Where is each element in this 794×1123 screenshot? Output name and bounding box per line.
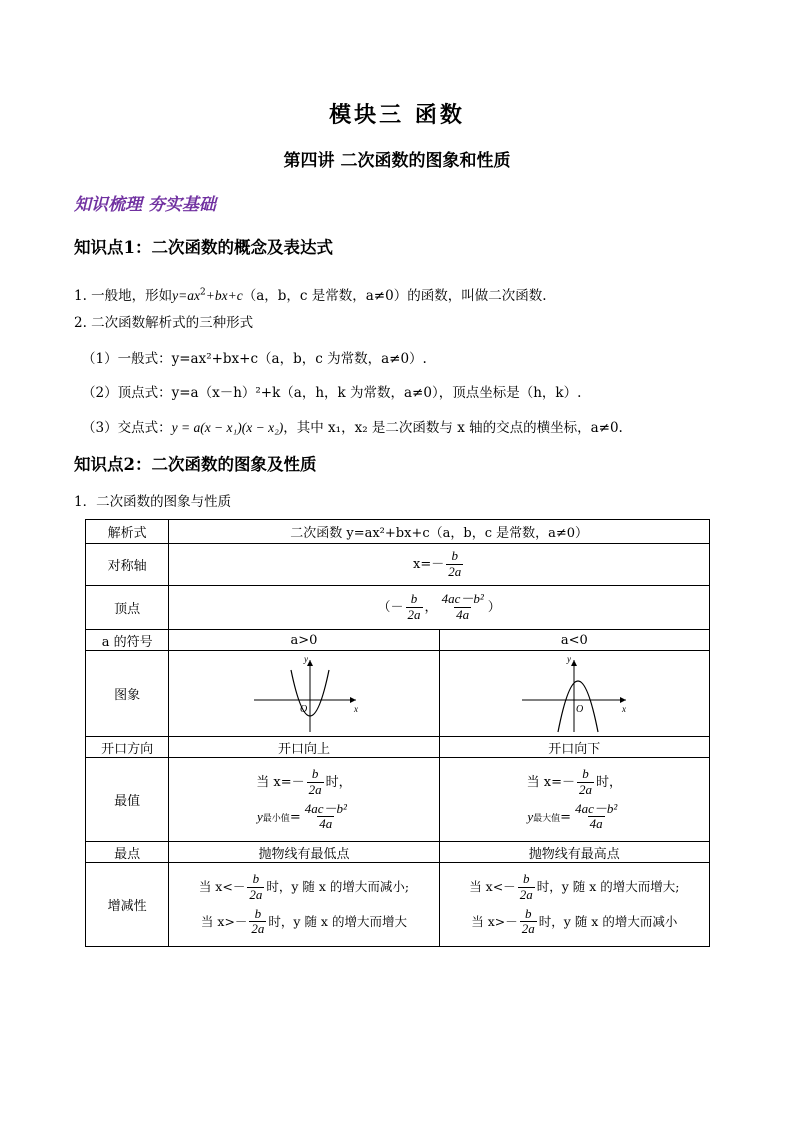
denominator: 2a xyxy=(448,564,462,579)
parabola-up-graph xyxy=(244,654,364,734)
denominator: 2a xyxy=(521,921,535,937)
mono-pre: 当 x>－ xyxy=(200,913,248,929)
y-symbol: y xyxy=(257,808,263,824)
vertex-cell xyxy=(169,586,710,630)
denominator: 2a xyxy=(519,886,533,902)
mono-pre: 当 x<－ xyxy=(469,878,516,894)
graph-upward xyxy=(169,651,439,737)
parabola-down-graph xyxy=(514,654,634,734)
denominator: 2a xyxy=(251,921,265,937)
sign-positive: a>0 xyxy=(169,630,439,651)
numerator: b xyxy=(522,870,530,886)
fraction xyxy=(520,907,537,938)
denominator: 4a xyxy=(589,816,603,832)
x-arrow xyxy=(350,697,356,703)
properties-table xyxy=(85,519,710,947)
numerator: b xyxy=(252,870,260,886)
table-row xyxy=(86,737,710,758)
x-arrow xyxy=(620,697,626,703)
kp1-item1 xyxy=(74,284,547,304)
x-label: x xyxy=(353,703,358,714)
equals: = xyxy=(289,809,301,825)
y-symbol: y xyxy=(527,808,534,824)
mono-post: 时，y 随 x 的增大而增大 xyxy=(268,913,407,929)
table-row xyxy=(86,520,710,544)
table-row xyxy=(86,863,710,947)
formula-cell: 二次函数 y=ax²+bx+c（a，b，c 是常数，a≠0） xyxy=(169,520,710,544)
y-arrow xyxy=(571,660,577,666)
kp1-item2: 2. 二次函数解析式的三种形式 xyxy=(74,315,254,331)
table-row xyxy=(86,758,710,842)
numerator: b xyxy=(410,591,418,607)
when-post: 时， xyxy=(325,774,352,790)
mono-post: 时，y 随 x 的增大而减小; xyxy=(266,878,410,894)
table-row xyxy=(86,842,710,863)
max-label: 最大值 xyxy=(533,813,561,824)
row-label: 顶点 xyxy=(86,586,169,630)
fraction xyxy=(247,872,264,903)
numerator: b xyxy=(311,765,319,781)
denominator: 4a xyxy=(319,816,333,832)
row-label: 最值 xyxy=(86,758,169,842)
when-text: 当 x=－ xyxy=(256,774,305,790)
axis-prefix: x=－ xyxy=(413,557,445,572)
item1-sup: 2 xyxy=(200,287,206,298)
origin-label: O xyxy=(576,703,584,715)
row-label: a 的符号 xyxy=(86,630,169,651)
form1-label: （1）一般式： xyxy=(82,351,172,367)
fraction xyxy=(577,767,594,798)
item1-post: （a，b，c 是常数，a≠0）的函数，叫做二次函数. xyxy=(242,288,547,304)
max-formula xyxy=(444,802,705,833)
min-value-cell xyxy=(169,758,439,842)
when-post: 时， xyxy=(595,774,622,790)
highest-point: 抛物线有最高点 xyxy=(439,842,709,863)
axis-fraction xyxy=(446,549,463,580)
mono-line xyxy=(444,872,705,903)
vertex-x-fraction xyxy=(406,592,423,623)
form1 xyxy=(82,347,427,367)
y-label: y xyxy=(303,653,308,664)
row-label: 开口方向 xyxy=(86,737,169,758)
kp1-heading: 知识点1：二次函数的概念及表达式 xyxy=(74,238,333,257)
form3-expr: y = a(x − x₁)(x − x₂) xyxy=(171,420,284,435)
opening-down: 开口向下 xyxy=(439,737,709,758)
item1-expr: y=ax xyxy=(172,288,201,303)
numerator: 4ac－b² xyxy=(441,591,484,607)
opening-up: 开口向上 xyxy=(169,737,439,758)
mono-line xyxy=(173,872,434,903)
min-label: 最小值 xyxy=(262,813,290,824)
vertex-sep: ， xyxy=(424,600,438,615)
fraction xyxy=(303,802,349,833)
vertex-close: ） xyxy=(487,600,501,615)
numerator: 4ac－b² xyxy=(575,800,618,816)
equals: = xyxy=(560,809,572,825)
monotonic-up-cell xyxy=(169,863,439,947)
form3-text: ，其中 x₁，x₂ 是二次函数与 x 轴的交点的横坐标，a≠0. xyxy=(283,420,623,436)
vertex-y-fraction xyxy=(440,592,486,623)
y-label: y xyxy=(567,653,572,664)
x-label: x xyxy=(622,703,627,714)
numerator: 4ac－b² xyxy=(304,800,347,816)
monotonic-down-cell xyxy=(439,863,709,947)
module-title: 模块三 函数 xyxy=(329,102,465,128)
fraction xyxy=(307,767,324,798)
numerator: b xyxy=(254,905,262,921)
table-row xyxy=(86,586,710,630)
lowest-point: 抛物线有最低点 xyxy=(169,842,439,863)
table-row xyxy=(86,630,710,651)
form2-label: （2）顶点式： xyxy=(82,385,172,401)
mono-line xyxy=(173,907,434,938)
fraction xyxy=(518,872,535,903)
row-label: 图象 xyxy=(86,651,169,737)
min-condition xyxy=(173,767,434,798)
item1-expr2: +bx+c xyxy=(205,288,243,303)
when-text: 当 x=－ xyxy=(526,774,575,790)
item1-pre: 1. 一般地，形如 xyxy=(74,288,173,304)
numerator: b xyxy=(525,905,532,921)
numerator: b xyxy=(582,765,589,781)
form3 xyxy=(82,416,623,436)
max-condition xyxy=(444,767,705,798)
vertex-open: （－ xyxy=(377,600,404,615)
form2-text: y=a（x－h）²+k（a，h，k 为常数，a≠0），顶点坐标是（h，k）. xyxy=(171,385,582,401)
kp2-heading: 知识点2：二次函数的图象及性质 xyxy=(74,455,317,474)
table-row xyxy=(86,544,710,586)
sign-negative: a<0 xyxy=(439,630,709,651)
form2 xyxy=(82,381,581,401)
max-value-cell xyxy=(439,758,709,842)
mono-pre: 当 x>－ xyxy=(471,913,518,929)
section-heading: 知识梳理 夯实基础 xyxy=(74,195,216,215)
table-row xyxy=(86,651,710,737)
fraction xyxy=(573,802,619,833)
mono-post: 时，y 随 x 的增大而减小 xyxy=(538,913,678,929)
fraction xyxy=(249,907,266,938)
row-label: 增减性 xyxy=(86,863,169,947)
denominator: 2a xyxy=(308,781,322,797)
row-label: 最点 xyxy=(86,842,169,863)
form1-text: y=ax²+bx+c（a，b，c 为常数，a≠0）. xyxy=(171,351,427,367)
row-label: 解析式 xyxy=(86,520,169,544)
origin-label: O xyxy=(299,703,308,715)
lesson-title: 第四讲 二次函数的图象和性质 xyxy=(283,151,511,171)
min-formula xyxy=(173,802,434,833)
form3-label: （3）交点式： xyxy=(82,420,172,436)
mono-post: 时，y 随 x 的增大而增大; xyxy=(536,878,680,894)
kp2-item1: 1．二次函数的图象与性质 xyxy=(74,494,232,510)
graph-downward xyxy=(439,651,709,737)
mono-pre: 当 x<－ xyxy=(198,878,246,894)
denominator: 2a xyxy=(249,886,263,902)
denominator: 2a xyxy=(407,607,421,622)
mono-line xyxy=(444,907,705,938)
denominator: 2a xyxy=(578,781,592,797)
numerator: b xyxy=(451,548,458,564)
axis-cell xyxy=(169,544,710,586)
denominator: 4a xyxy=(456,607,470,622)
row-label: 对称轴 xyxy=(86,544,169,586)
